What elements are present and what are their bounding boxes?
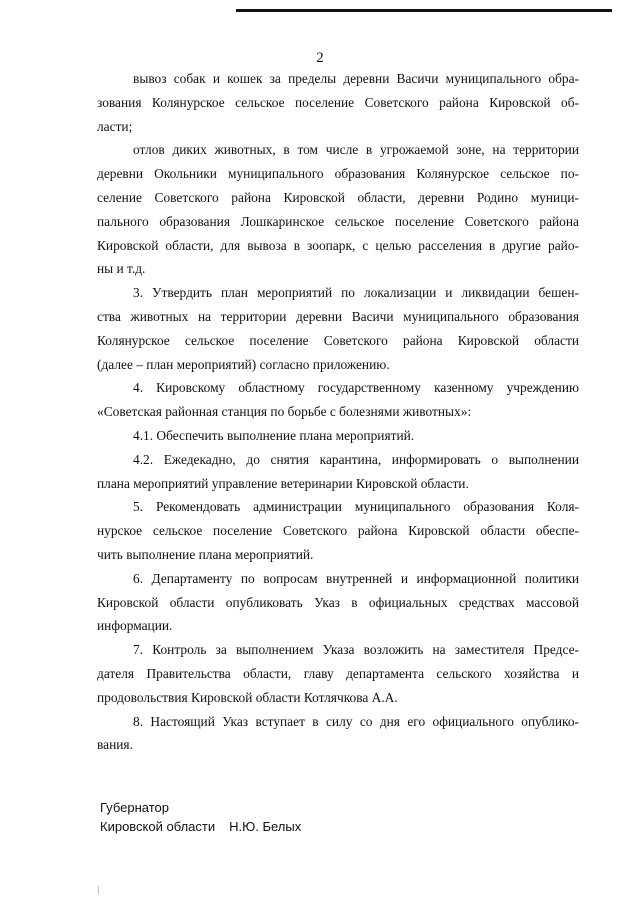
paragraph-item-8 <box>97 710 579 758</box>
text-line: ны и т.д. <box>97 261 146 277</box>
text-line: зования Колянурское сельское поселение Советского района Кировской об- <box>97 94 579 110</box>
text-line: информации. <box>97 618 173 634</box>
text-line: чить выполнение плана мероприятий. <box>97 546 314 562</box>
top-rule <box>236 9 612 12</box>
text-line: 4.2. Ежедекадно, до снятия карантина, информировать о выполнении <box>133 451 579 467</box>
text-line: ласти; <box>97 118 133 134</box>
paragraph-dog-cat-removal <box>97 67 579 138</box>
signature-block <box>100 798 301 836</box>
text-line: нурское сельское поселение Советского района Кировской области обеспе- <box>97 523 579 539</box>
signatory-name: Н.Ю. Белых <box>229 819 302 834</box>
signatory-row <box>100 817 301 836</box>
text-line: плана мероприятий управление ветеринарии Кировской области. <box>97 475 469 491</box>
paragraph-item-6 <box>97 567 579 638</box>
paragraph-item-3 <box>97 281 579 376</box>
text-line: 8. Настоящий Указ вступает в силу со дня его официального опублико- <box>133 713 579 729</box>
text-line: продовольствия Кировской области Котлячкова А.А. <box>97 689 398 705</box>
text-line: дателя Правительства области, главу департамента сельского хозяйства и <box>97 665 579 681</box>
text-line: 4. Кировскому областному государственному казенному учреждению <box>133 380 579 396</box>
scan-artifact <box>98 886 99 894</box>
paragraph-item-4-2 <box>97 448 579 496</box>
text-line: 7. Контроль за выполнением Указа возложить на заместителя Предсе- <box>133 642 579 658</box>
text-line: вывоз собак и кошек за пределы деревни Васичи муниципального обра- <box>133 71 579 86</box>
text-line: деревни Окольники муниципального образования Колянурское сельское по- <box>97 166 579 182</box>
signatory-region: Кировской области <box>100 819 216 834</box>
text-line: 3. Утвердить план мероприятий по локализации и ликвидации бешен- <box>133 285 579 301</box>
text-line: 6. Департаменту по вопросам внутренней и информационной политики <box>133 570 579 586</box>
text-line: вания. <box>97 737 133 753</box>
paragraph-item-7 <box>97 638 579 709</box>
page-number: 2 <box>316 50 324 66</box>
text-line: пального образования Лошкаринское сельское поселение Советского района <box>97 213 579 229</box>
text-line: Колянурское сельское поселение Советского района Кировской области <box>97 332 579 348</box>
decree-body <box>97 67 579 757</box>
text-line: отлов диких животных, в том числе в угрожаемой зоне, на территории <box>133 142 579 158</box>
text-line: ства животных на территории деревни Васичи муниципального образования <box>97 308 579 324</box>
text-line: селение Советского района Кировской области, деревни Родино муници- <box>97 189 579 205</box>
signatory-title: Губернатор <box>100 800 169 815</box>
text-line: Кировской области опубликовать Указ в официальных средствах массовой <box>97 594 579 610</box>
text-line: 4.1. Обеспечить выполнение плана мероприятий. <box>133 427 415 443</box>
text-line: Кировской области, для вывоза в зоопарк, с целью расселения в другие райо- <box>97 237 579 253</box>
paragraph-item-5 <box>97 495 579 566</box>
text-line: 5. Рекомендовать администрации муниципального образования Коля- <box>133 499 579 515</box>
text-line: «Советская районная станция по борьбе с болезнями животных»: <box>97 404 472 420</box>
paragraph-item-4-1 <box>97 424 579 448</box>
paragraph-wild-animals <box>97 138 579 281</box>
paragraph-item-4 <box>97 376 579 424</box>
text-line: (далее – план мероприятий) согласно приложению. <box>97 356 390 372</box>
